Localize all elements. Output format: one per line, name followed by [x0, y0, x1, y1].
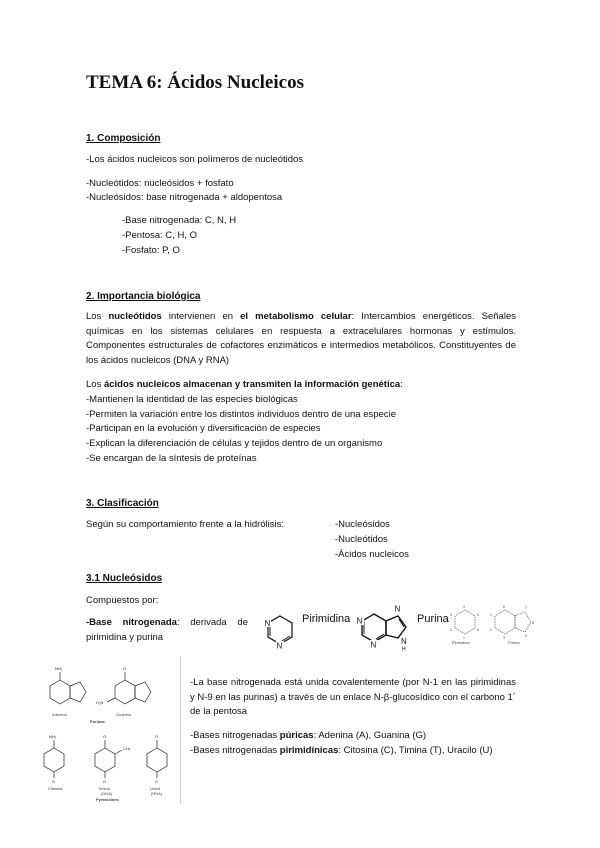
svg-text:NH₂: NH₂ [49, 734, 57, 739]
svg-text:O: O [155, 779, 159, 784]
pirimidina-numbered-icon [448, 604, 482, 640]
section-heading-clasificacion: 3. Clasificación [86, 498, 159, 509]
adenina-label: Adenina [52, 712, 67, 717]
purina-numbered-icon [490, 604, 538, 640]
svg-text:N: N [401, 637, 407, 646]
clasificacion-intro: Según su comportamiento frente a la hidrólisis: [86, 519, 285, 530]
nucleosidos-base-text: -Base nitrogenada: derivada de pirimidina y purina [86, 617, 248, 643]
importancia-paragraph: Los nucleótidos intervienen en el metabolismo celular: Intercambios energéticos. Señales químicas en los sistemas celulares en respuesta a extracelulares hormonas y estímulos. Componentes estructurales de cofactores enzimáticos e intermedios metabólicos. Constituyentes de los ácidos nucleicos (DNA y RNA) [86, 311, 516, 366]
composicion-line: -Nucleósidos: base nitrogenada + aldopentosa [86, 192, 283, 203]
uracilo-label: Uracil [150, 786, 161, 791]
svg-text:6: 6 [503, 605, 505, 609]
clasificacion-type: -Ácidos nucleicos [335, 549, 409, 560]
uracilo-sub-label: (RNA) [151, 791, 163, 796]
pirimidinas-label: Pyrimidines [96, 797, 119, 802]
svg-text:H₂N: H₂N [96, 700, 104, 705]
svg-text:9: 9 [525, 634, 527, 638]
svg-text:3: 3 [503, 636, 505, 640]
bases-puricas-text: -Bases nitrogenadas púricas: Adenina (A), Guanina (G) [190, 730, 427, 741]
importancia-list-item: -Mantienen la identidad de las especies biológicas [86, 394, 298, 405]
importancia-list-item: -Explican la diferenciación de células y tejidos dentro de un organismo [86, 438, 383, 449]
purinas-label: Purinas [90, 719, 105, 724]
composicion-sub-item: -Fosfato: P, O [122, 245, 180, 256]
importancia-list-item: -Permiten la variación entre los distintos individuos dentro de una especie [86, 409, 396, 420]
svg-text:6: 6 [477, 628, 479, 632]
svg-text:NH₂: NH₂ [55, 666, 63, 671]
svg-text:5: 5 [477, 613, 479, 617]
purina-small-label: Purina [508, 640, 520, 645]
importancia-lead: Los ácidos nucleicos almacenan y transmiten la información genética: [86, 379, 403, 390]
svg-text:1: 1 [490, 613, 492, 617]
page-title: TEMA 6: Ácidos Nucleicos [86, 72, 304, 93]
svg-text:3: 3 [450, 613, 452, 617]
clasificacion-type: -Nucleótidos [335, 534, 388, 545]
svg-text:1: 1 [463, 636, 465, 640]
svg-text:O: O [123, 666, 127, 671]
timina-sub-label: (DNA) [101, 791, 113, 796]
section-heading-importancia: 2. Importancia biológica [86, 291, 201, 302]
svg-text:N: N [356, 616, 363, 626]
nucleosidos-compuestos: Compuestos por: [86, 595, 159, 606]
guanina-label: Guanina [116, 712, 132, 717]
svg-text:O: O [52, 779, 56, 784]
section-heading-nucleosidos: 3.1 Nucleósidos [86, 573, 163, 584]
bases-pirimidinicas-text: -Bases nitrogenadas pirimidínicas: Citosina (C), Timina (T), Uracilo (U) [190, 745, 493, 756]
purina-structure-icon [356, 600, 418, 652]
svg-text:2: 2 [490, 628, 492, 632]
pirimidina-structure-icon [262, 610, 306, 652]
svg-text:N: N [394, 604, 401, 614]
composicion-sub-item: -Base nitrogenada: C, N, H [122, 215, 237, 226]
svg-text:H: H [402, 646, 406, 652]
svg-text:N: N [276, 641, 283, 651]
figure-divider [180, 656, 181, 804]
importancia-list-item: -Se encargan de la síntesis de proteínas [86, 453, 257, 464]
importancia-list-item: -Participan en la evolución y diversificación de especies [86, 423, 321, 434]
pirimidina-label: Pirimidina [302, 613, 351, 625]
nucleosidos-bond-text: -La base nitrogenada está unida covalentemente (por N-1 en las pirimidinas y N-9 en las purinas) a través de un enlace N-β-glucosídico con el carbono 1´ de la pentosa [190, 677, 516, 717]
section-heading-composicion: 1. Composición [86, 133, 161, 144]
svg-text:O: O [155, 734, 159, 739]
timina-label: Timina [98, 786, 110, 791]
composicion-line: -Nucleótidos: nucleósidos + fosfato [86, 178, 234, 189]
svg-text:N: N [370, 640, 377, 650]
composicion-line: -Los ácidos nucleicos son polímeros de nucleótidos [86, 154, 304, 165]
svg-text:2: 2 [450, 628, 452, 632]
citosina-label: Citosina [48, 786, 63, 791]
purina-label: Purina [417, 613, 449, 625]
svg-text:CH₃: CH₃ [123, 746, 131, 751]
svg-text:O: O [103, 779, 107, 784]
clasificacion-type: -Nucleósidos [335, 519, 390, 530]
svg-text:N: N [264, 619, 271, 628]
svg-text:4: 4 [463, 605, 465, 609]
svg-text:7: 7 [525, 606, 527, 610]
pirimidina-small-label: Pirimidina [452, 640, 470, 645]
composicion-sub-item: -Pentosa: C, H, O [122, 230, 197, 241]
svg-text:O: O [103, 734, 107, 739]
svg-text:8: 8 [532, 621, 534, 625]
